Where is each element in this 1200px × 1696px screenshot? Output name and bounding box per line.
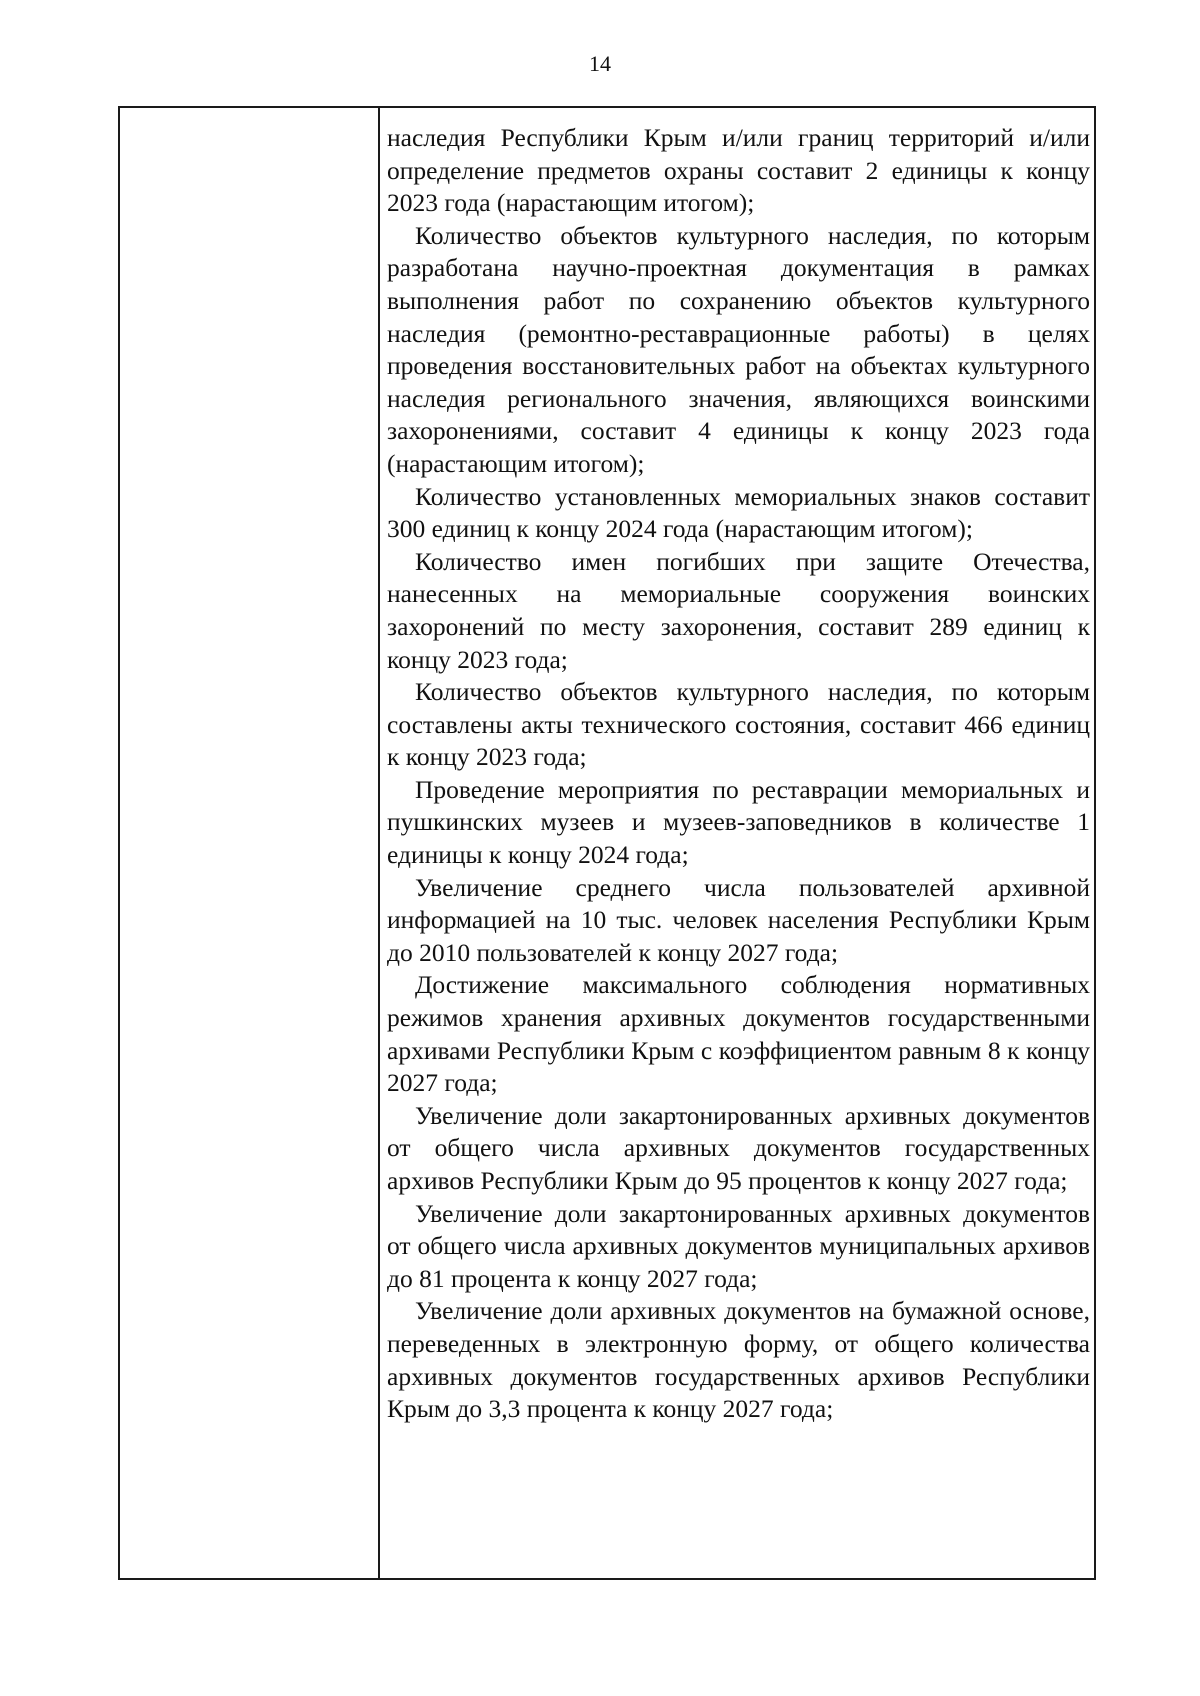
page-number: 14 — [589, 51, 611, 76]
paragraph-museum-restoration: Проведение мероприятия по реставрации мемориальных и пушкинских музеев и музеев-заповедников в количестве 1 единицы к концу 2024 года; — [387, 774, 1090, 870]
document-table — [118, 106, 1096, 1580]
paragraph-technical-condition-acts: Количество объектов культурного наследия, по которым составлены акты технического состояния, составит 466 единиц к концу 2023 года; — [387, 677, 1090, 772]
table-left-cell — [120, 108, 380, 1578]
paragraph-storage-regimes: Достижение максимального соблюдения нормативных режимов хранения архивных документов государственными архивами Республики Крым с коэффициентом равным 8 к концу 2027 года; — [387, 970, 1090, 1098]
table-right-cell — [380, 108, 1094, 1578]
paragraph-boxed-municipal-archives: Увеличение доли закартонированных архивных документов от общего числа архивных документов муниципальных архивов до 81 процента к концу 2027 года; — [387, 1198, 1090, 1293]
paragraph-boxed-state-archives: Увеличение доли закартонированных архивных документов от общего числа архивных документов государственных архивов Республики Крым до 95 процентов к концу 2027 года; — [387, 1100, 1090, 1195]
paragraph-names-of-fallen: Количество имен погибших при защите Отечества, нанесенных на мемориальные сооружения воинских захоронений по месту захоронения, составит 289 единиц к концу 2023 года; — [387, 546, 1090, 674]
paragraph-archive-users: Увеличение среднего числа пользователей архивной информацией на 10 тыс. человек населения Республики Крым до 2010 пользователей к концу 2027 года; — [387, 872, 1090, 967]
paragraph-design-documentation: Количество объектов культурного наследия, по которым разработана научно-проектная документация в рамках выполнения работ по сохранению объектов культурного наследия (ремонтно-реставрационные работы) в целях проведения восстановительных работ на объектах культурного наследия регионального значения, являющихся воинскими захоронениями, составит 4 единицы к концу 2023 года (нарастающим итогом); — [387, 220, 1090, 478]
paragraph-heritage-boundaries: наследия Республики Крым и/или границ территорий и/или определение предметов охраны составит 2 единицы к концу 2023 года (нарастающим итогом); — [387, 123, 1090, 218]
paragraph-digitized-documents: Увеличение доли архивных документов на бумажной основе, переведенных в электронную форму, от общего количества архивных документов государственных архивов Республики Крым до 3,3 процента к концу 2027 года; — [387, 1296, 1090, 1424]
paragraph-memorial-signs: Количество установленных мемориальных знаков составит 300 единиц к концу 2024 года (нарастающим итогом); — [387, 481, 1090, 544]
